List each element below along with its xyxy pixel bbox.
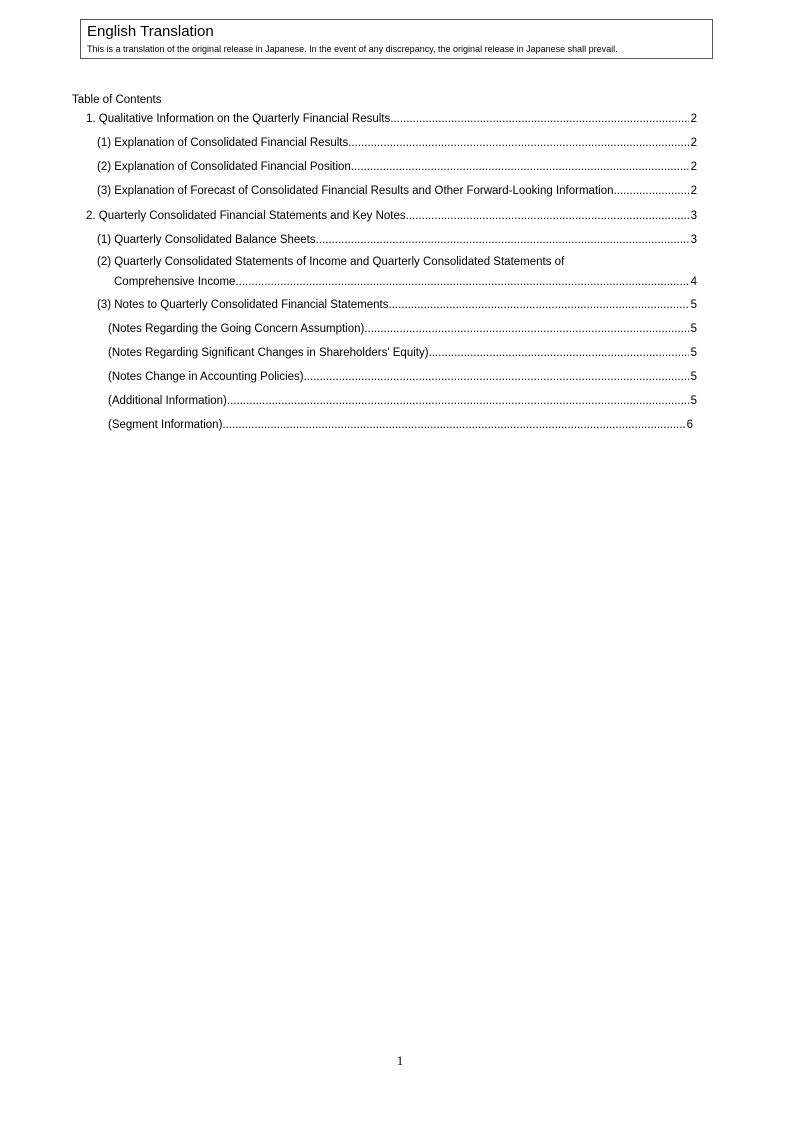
- toc-item-page: 5: [690, 299, 697, 311]
- toc-item[interactable]: [108, 345, 697, 361]
- toc-item[interactable]: [86, 208, 697, 224]
- toc-item-page: 2: [690, 185, 697, 197]
- toc-item-page: 2: [690, 161, 697, 173]
- toc-item-page: 5: [690, 347, 697, 359]
- toc-item[interactable]: [97, 159, 697, 175]
- toc-leader-dots: [316, 232, 689, 248]
- toc-item-label: (1) Explanation of Consolidated Financial Results: [97, 137, 349, 149]
- toc-item-label: 1. Qualitative Information on the Quarterly Financial Results: [86, 113, 391, 125]
- toc-item-page: 2: [690, 113, 697, 125]
- toc-item[interactable]: [108, 393, 697, 409]
- toc-item[interactable]: [97, 135, 697, 151]
- toc-leader-dots: [227, 393, 689, 409]
- toc-item-label: 2. Quarterly Consolidated Financial Statements and Key Notes: [86, 210, 406, 222]
- toc-leader-dots: [388, 297, 688, 313]
- toc-item[interactable]: [108, 417, 693, 433]
- toc-item-page: 3: [690, 234, 697, 246]
- toc-item-page: 4: [690, 276, 697, 288]
- toc-item-label: (3) Notes to Quarterly Consolidated Financial Statements: [97, 299, 389, 311]
- toc-leader-dots: [406, 208, 689, 224]
- toc-item-label: (1) Quarterly Consolidated Balance Sheets: [97, 234, 316, 246]
- toc-item-page: 3: [690, 210, 697, 222]
- toc-leader-dots: [429, 345, 689, 361]
- toc-item[interactable]: [108, 369, 697, 385]
- notice-title: English Translation: [87, 23, 214, 40]
- toc-leader-dots: [222, 417, 684, 433]
- page-number: 1: [396, 1053, 404, 1068]
- toc-leader-dots: [348, 135, 688, 151]
- toc-item-page: 5: [690, 371, 697, 383]
- translation-notice-box: [80, 19, 713, 59]
- toc-item-page: 6: [686, 419, 693, 431]
- toc-leader-dots: [351, 159, 689, 175]
- toc-item-label: Comprehensive Income: [114, 276, 236, 288]
- toc-item[interactable]: [97, 297, 697, 313]
- toc-item-label: (Notes Regarding the Going Concern Assumption): [108, 323, 365, 335]
- toc-leader-dots: [235, 274, 688, 290]
- notice-text: This is a translation of the original release in Japanese. In the event of any discrepancy, the original release in Japanese shall prevail.: [87, 44, 618, 54]
- toc-item[interactable]: [97, 183, 697, 199]
- toc-item-continued[interactable]: [97, 254, 564, 270]
- toc-item-label: (Additional Information): [108, 395, 227, 407]
- toc-item-page: 5: [690, 395, 697, 407]
- toc-item[interactable]: [114, 274, 697, 290]
- toc-item[interactable]: [86, 111, 697, 127]
- toc-item-label: (Notes Regarding Significant Changes in Shareholders' Equity): [108, 347, 429, 359]
- toc-item-label: (Segment Information): [108, 419, 223, 431]
- toc-item-label: (2) Quarterly Consolidated Statements of Income and Quarterly Consolidated Statements of: [97, 256, 565, 268]
- toc-item-label: (2) Explanation of Consolidated Financial Position: [97, 161, 351, 173]
- toc-item-page: 2: [690, 137, 697, 149]
- toc-leader-dots: [364, 321, 688, 337]
- toc-item[interactable]: [108, 321, 697, 337]
- toc-item[interactable]: [97, 232, 697, 248]
- toc-item-label: (3) Explanation of Forecast of Consolidated Financial Results and Other Forward-Looking Information: [97, 185, 614, 197]
- toc-leader-dots: [304, 369, 689, 385]
- toc-item-page: 5: [690, 323, 697, 335]
- toc-leader-dots: [613, 183, 688, 199]
- toc-leader-dots: [390, 111, 688, 127]
- toc-item-label: (Notes Change in Accounting Policies): [108, 371, 304, 383]
- toc-heading: Table of Contents: [72, 94, 162, 106]
